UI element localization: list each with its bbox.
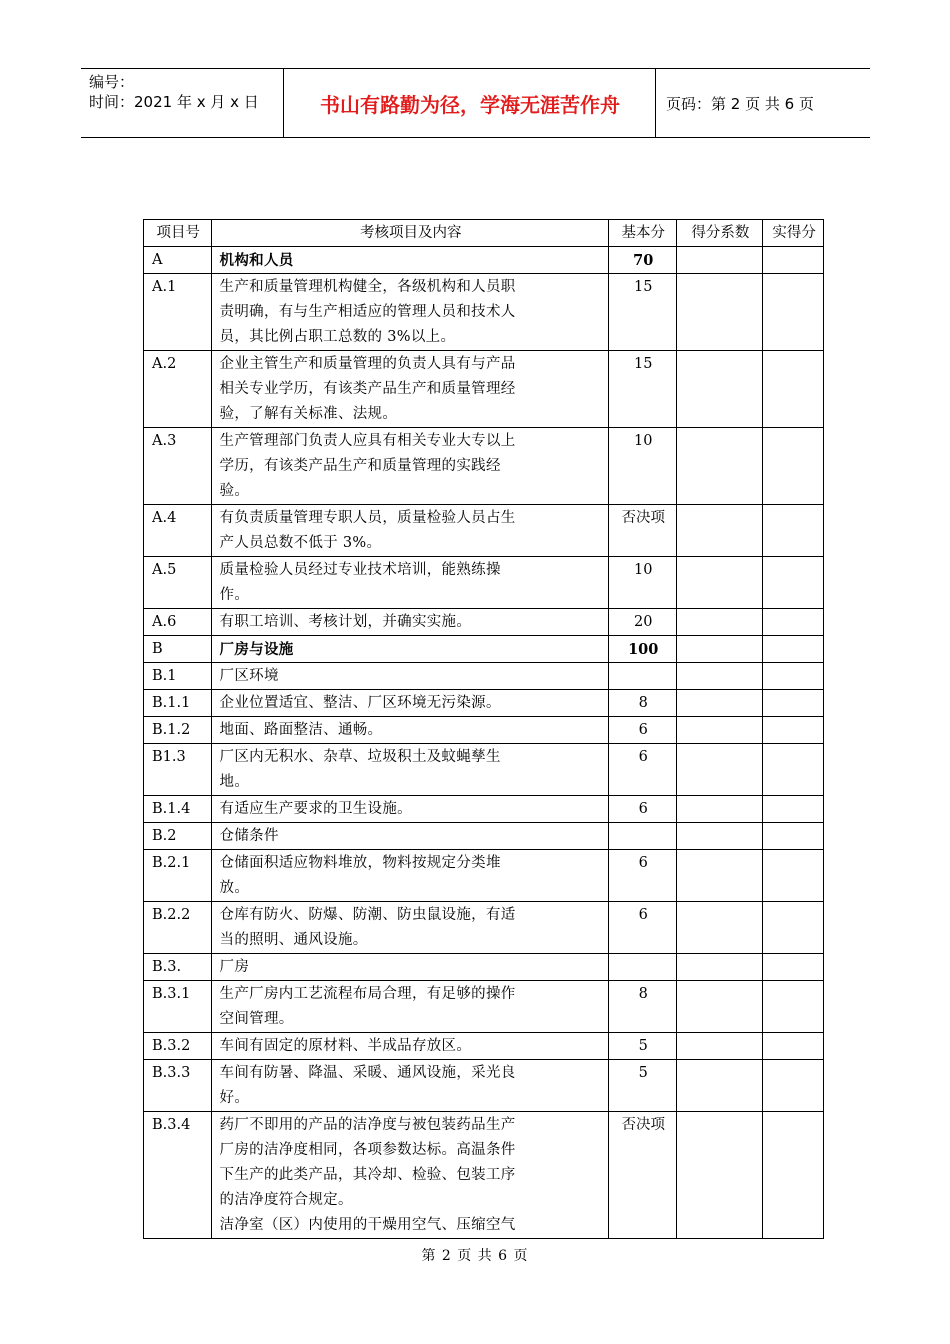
score-coefficient-cell [676, 744, 763, 796]
score-coefficient-cell [676, 247, 763, 274]
score-coefficient-cell [676, 505, 763, 557]
item-id: B.3.3 [144, 1060, 212, 1112]
item-content [211, 428, 608, 505]
item-content [211, 823, 608, 850]
item-content [211, 636, 608, 663]
content-line: 企业位置适宜、整洁、厂区环境无污染源。 [219, 695, 501, 711]
table-row [144, 717, 824, 744]
content-line: 生产管理部门负责人应具有相关专业大专以上 [219, 433, 516, 449]
item-id: B.1.4 [144, 796, 212, 823]
score-coefficient-cell [676, 850, 763, 902]
item-id: B.3. [144, 954, 212, 981]
col-header-coefficient: 得分系数 [676, 220, 763, 247]
col-header-actual: 实得分 [763, 220, 824, 247]
content-line: 好。 [219, 1090, 250, 1106]
actual-score-cell [763, 1060, 824, 1112]
item-content [211, 796, 608, 823]
item-content [211, 717, 608, 744]
table-row [144, 954, 824, 981]
actual-score-cell [763, 981, 824, 1033]
col-header-id: 项目号 [144, 220, 212, 247]
content-line: 仓库有防火、防爆、防潮、防虫鼠设施，有适 [219, 907, 516, 923]
item-id: B.2.1 [144, 850, 212, 902]
item-id: A [144, 247, 212, 274]
item-content [211, 351, 608, 428]
base-score: 8 [608, 981, 676, 1033]
header-page-label: 页码：第 2 页 共 6 页 [666, 94, 814, 113]
score-coefficient-cell [676, 690, 763, 717]
score-coefficient-cell [676, 1112, 763, 1239]
col-header-base: 基本分 [608, 220, 676, 247]
actual-score-cell [763, 1033, 824, 1060]
table-row [144, 981, 824, 1033]
score-coefficient-cell [676, 1060, 763, 1112]
actual-score-cell [763, 1112, 824, 1239]
base-score: 8 [608, 690, 676, 717]
actual-score-cell [763, 351, 824, 428]
content-line: 药厂不即用的产品的洁净度与被包装药品生产 [219, 1117, 516, 1133]
table-row [144, 902, 824, 954]
item-content [211, 850, 608, 902]
score-coefficient-cell [676, 1033, 763, 1060]
content-line: 员，其比例占职工总数的 3%以上。 [219, 329, 456, 345]
table-body [144, 247, 824, 1239]
item-id: A.5 [144, 557, 212, 609]
col-header-content: 考核项目及内容 [211, 220, 608, 247]
score-coefficient-cell [676, 717, 763, 744]
base-score: 100 [608, 636, 676, 663]
item-content [211, 744, 608, 796]
base-score: 6 [608, 744, 676, 796]
item-content [211, 274, 608, 351]
content-line: 生产和质量管理机构健全，各级机构和人员职 [219, 279, 516, 295]
base-score: 6 [608, 717, 676, 744]
actual-score-cell [763, 850, 824, 902]
actual-score-cell [763, 609, 824, 636]
score-coefficient-cell [676, 428, 763, 505]
item-content [211, 505, 608, 557]
content-line: 当的照明、通风设施。 [219, 932, 368, 948]
base-score: 5 [608, 1033, 676, 1060]
content-line: 的洁净度符合规定。 [219, 1192, 353, 1208]
item-id: B.3.4 [144, 1112, 212, 1239]
item-content [211, 663, 608, 690]
table-row [144, 690, 824, 717]
table-row [144, 609, 824, 636]
table-row [144, 428, 824, 505]
header-motto: 书山有路勤为径，学海无涯苦作舟 [285, 69, 656, 137]
score-coefficient-cell [676, 274, 763, 351]
actual-score-cell [763, 428, 824, 505]
table-row [144, 274, 824, 351]
base-score: 否决项 [608, 505, 676, 557]
content-line: 验。 [219, 483, 250, 499]
item-content [211, 954, 608, 981]
item-id: A.6 [144, 609, 212, 636]
base-score: 6 [608, 796, 676, 823]
score-coefficient-cell [676, 609, 763, 636]
actual-score-cell [763, 274, 824, 351]
base-score: 10 [608, 557, 676, 609]
content-line: 仓储条件 [219, 828, 279, 844]
content-line: 厂区环境 [219, 668, 279, 684]
item-content [211, 981, 608, 1033]
content-line: 地。 [219, 774, 250, 790]
base-score [608, 663, 676, 690]
item-content [211, 1060, 608, 1112]
content-line: 下生产的此类产品，其冷却、检验、包装工序 [219, 1167, 516, 1183]
table-row [144, 823, 824, 850]
table-row [144, 505, 824, 557]
base-score: 70 [608, 247, 676, 274]
content-line: 厂房 [219, 959, 250, 975]
content-line: 相关专业学历，有该类产品生产和质量管理经 [219, 381, 516, 397]
table-row [144, 850, 824, 902]
score-coefficient-cell [676, 351, 763, 428]
content-line: 验，了解有关标准、法规。 [219, 406, 398, 422]
actual-score-cell [763, 744, 824, 796]
base-score: 15 [608, 351, 676, 428]
item-id: B.2.2 [144, 902, 212, 954]
score-coefficient-cell [676, 823, 763, 850]
item-content [211, 1112, 608, 1239]
table-row [144, 636, 824, 663]
base-score: 6 [608, 850, 676, 902]
item-id: B.3.1 [144, 981, 212, 1033]
item-id: B.3.2 [144, 1033, 212, 1060]
score-coefficient-cell [676, 663, 763, 690]
item-content [211, 902, 608, 954]
item-id: A.4 [144, 505, 212, 557]
base-score: 否决项 [608, 1112, 676, 1239]
item-id: A.3 [144, 428, 212, 505]
base-score: 5 [608, 1060, 676, 1112]
content-line: 有职工培训、考核计划，并确实实施。 [219, 614, 472, 630]
base-score: 6 [608, 902, 676, 954]
content-line: 厂房的洁净度相同，各项参数达标。高温条件 [219, 1142, 516, 1158]
item-id: A.2 [144, 351, 212, 428]
score-coefficient-cell [676, 954, 763, 981]
content-line: 学历，有该类产品生产和质量管理的实践经 [219, 458, 501, 474]
table-row [144, 1112, 824, 1239]
content-line: 企业主管生产和质量管理的负责人具有与产品 [219, 356, 516, 372]
table-row [144, 247, 824, 274]
content-line: 空间管理。 [219, 1011, 294, 1027]
table-header-row [144, 220, 824, 247]
content-line: 生产厂房内工艺流程布局合理，有足够的操作 [219, 986, 516, 1002]
table-row [144, 796, 824, 823]
content-line: 厂区内无积水、杂草、垃圾积土及蚊蝇孳生 [219, 749, 501, 765]
item-id: B.2 [144, 823, 212, 850]
table-row [144, 557, 824, 609]
item-id: B.1.1 [144, 690, 212, 717]
document-header [81, 68, 870, 138]
content-line: 车间有防暑、降温、采暖、通风设施，采光良 [219, 1065, 516, 1081]
actual-score-cell [763, 557, 824, 609]
base-score: 20 [608, 609, 676, 636]
score-coefficient-cell [676, 796, 763, 823]
item-content [211, 557, 608, 609]
item-content [211, 1033, 608, 1060]
content-line: 产人员总数不低于 3%。 [219, 535, 382, 551]
content-line: 洁净室（区）内使用的干燥用空气、压缩空气 [219, 1217, 516, 1233]
item-id: B1.3 [144, 744, 212, 796]
table-row [144, 663, 824, 690]
actual-score-cell [763, 505, 824, 557]
base-score [608, 954, 676, 981]
actual-score-cell [763, 823, 824, 850]
time-label: 时间：2021 年 x 月 x 日 [89, 93, 259, 111]
item-content [211, 609, 608, 636]
number-label: 编号： [89, 73, 135, 91]
content-line: 有适应生产要求的卫生设施。 [219, 801, 412, 817]
base-score: 15 [608, 274, 676, 351]
item-id: B.1 [144, 663, 212, 690]
actual-score-cell [763, 954, 824, 981]
score-coefficient-cell [676, 636, 763, 663]
actual-score-cell [763, 796, 824, 823]
content-line: 地面、路面整洁、通畅。 [219, 722, 383, 738]
actual-score-cell [763, 717, 824, 744]
content-line: 机构和人员 [219, 252, 294, 269]
table-row [144, 351, 824, 428]
table-row [144, 744, 824, 796]
page-footer: 第 2 页 共 6 页 [421, 1248, 529, 1264]
content-line: 仓储面积适应物料堆放，物料按规定分类堆 [219, 855, 501, 871]
base-score: 10 [608, 428, 676, 505]
table-row [144, 1060, 824, 1112]
actual-score-cell [763, 663, 824, 690]
item-id: B [144, 636, 212, 663]
item-content [211, 247, 608, 274]
content-line: 责明确，有与生产相适应的管理人员和技术人 [219, 304, 516, 320]
item-content [211, 690, 608, 717]
actual-score-cell [763, 690, 824, 717]
content-line: 作。 [219, 587, 250, 603]
content-line: 有负责质量管理专职人员，质量检验人员占生 [219, 510, 516, 526]
score-coefficient-cell [676, 557, 763, 609]
assessment-table [143, 219, 824, 1239]
content-line: 厂房与设施 [219, 641, 294, 658]
content-line: 车间有固定的原材料、半成品存放区。 [219, 1038, 472, 1054]
score-coefficient-cell [676, 902, 763, 954]
item-id: A.1 [144, 274, 212, 351]
table-row [144, 1033, 824, 1060]
actual-score-cell [763, 636, 824, 663]
base-score [608, 823, 676, 850]
actual-score-cell [763, 902, 824, 954]
content-line: 放。 [219, 880, 250, 896]
header-meta [81, 69, 284, 137]
item-id: B.1.2 [144, 717, 212, 744]
content-line: 质量检验人员经过专业技术培训，能熟练操 [219, 562, 501, 578]
score-coefficient-cell [676, 981, 763, 1033]
actual-score-cell [763, 247, 824, 274]
